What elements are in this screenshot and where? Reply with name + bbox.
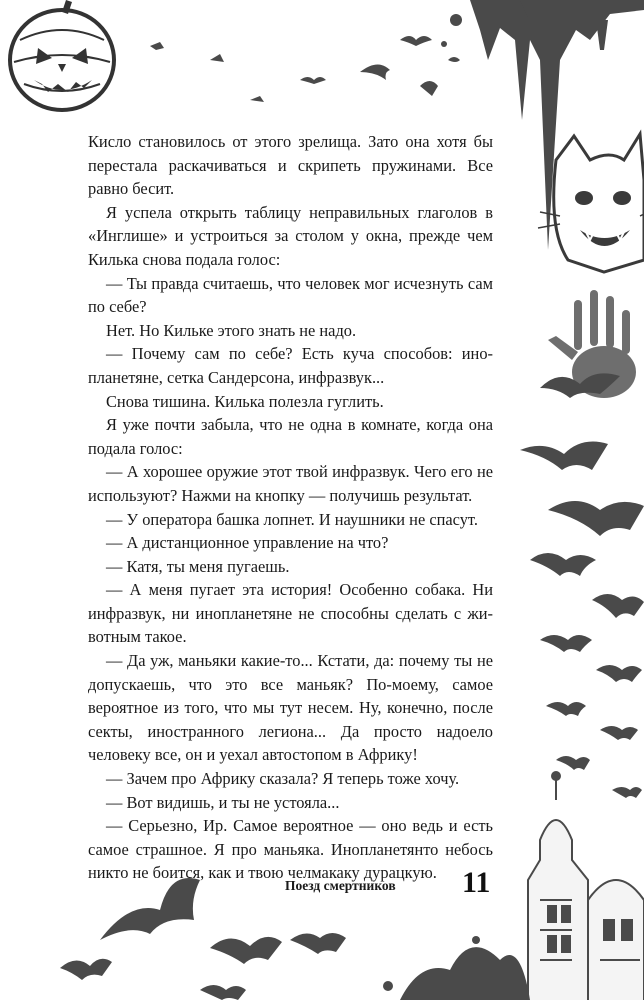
bat-icon <box>612 787 642 798</box>
paragraph: Я уже почти забыла, что не одна в комнате, когда она подала голос: <box>88 415 493 458</box>
bat-icon <box>150 36 460 102</box>
bat-icon <box>290 933 346 954</box>
bat-icon <box>600 726 638 740</box>
paragraph: Я успела открыть таблицу неправильных глаголов в «Инглише» и устроиться за столом у окна, прежде чем Килька снова подала голос: <box>88 202 493 269</box>
paragraph: — Серьезно, Ир. Самое вероятное — оно ведь и есть самое страшное. Я про маньяка. Инопланетянто небось никто не боится, как и твою челмакаку дурацкую. <box>88 816 493 883</box>
paragraph: Нет. Но Кильке этого знать не надо. <box>106 320 357 340</box>
paragraph: — А дистанционное управление на что? <box>106 533 389 553</box>
jack-o-lantern-icon <box>10 0 114 110</box>
body-text <box>88 130 493 885</box>
paragraph: — Вот видишь, и ты не устояла... <box>106 792 340 812</box>
paragraph: — Зачем про Африку сказала? Я теперь тоже хочу. <box>106 769 460 789</box>
paragraph: Кисло становилось от этого зрелища. Зато она хотя бы перестала раскачиваться и скрипеть пружинами. Все равно бесит. <box>88 132 493 199</box>
paragraph: — Катя, ты меня пугаешь. <box>106 556 290 576</box>
bat-icon <box>540 635 592 652</box>
paragraph: — У оператора башка лопнет. И наушники не спасут. <box>106 509 478 529</box>
bat-icon <box>592 594 644 618</box>
paragraph: — Ты правда считаешь, что человек мог исчезнуть сам по себе? <box>88 273 493 317</box>
bat-cluster <box>520 373 644 798</box>
bat-icon <box>596 665 642 682</box>
bat-cluster-bottom <box>60 878 346 1000</box>
bat-icon <box>210 937 282 964</box>
bat-icon <box>546 702 586 716</box>
paragraph: — Да уж, маньяки какие-то... Кстати, да: почему ты не допускаешь, что это все маньяк? По-моему, самое вероятное из того, что мы тут несем. Ну, конечно, после секты, иностранного легиона... Да просто надоело человеку все, он и уехал автостопом в Африку! <box>88 651 493 765</box>
bat-icon <box>556 756 590 770</box>
book-title: Поезд смертников <box>285 878 396 893</box>
castle-icon <box>528 772 644 1000</box>
paragraph: — Почему сам по себе? Есть куча способов: инопланетяне, сетка Сандерсона, инфразвук... <box>88 344 493 387</box>
bat-icon <box>100 878 200 940</box>
ink-splatter-icon <box>383 936 530 1000</box>
bat-icon <box>530 553 596 576</box>
paragraph: Снова тишина. Килька полезла гуглить. <box>106 391 384 411</box>
paragraph: — А меня пугает эта история! Особенно собака. Ни инфразвук, ни инопланетяне не способны сделать с животным такое. <box>88 580 493 647</box>
bat-icon <box>60 959 112 980</box>
page-number: 11 <box>462 866 491 899</box>
bat-icon <box>200 985 246 1000</box>
bat-icon <box>520 442 608 470</box>
bat-icon <box>548 501 644 536</box>
paragraph: — А хорошее оружие этот твой инфразвук. Чего его не используют? Нажми на кнопку — получишь результат. <box>88 462 493 505</box>
